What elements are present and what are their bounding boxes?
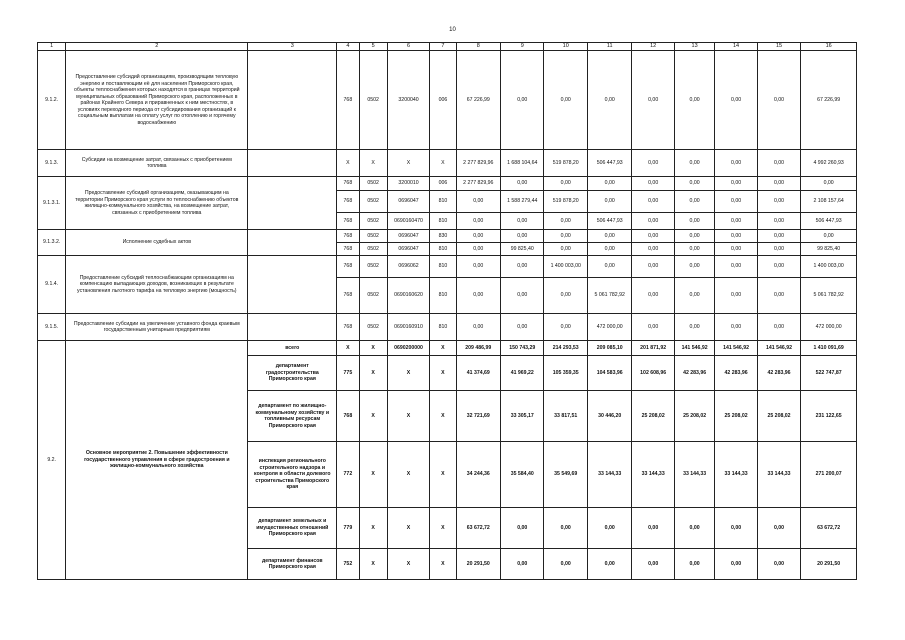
vr-cell: X [430,549,456,580]
amount-cell: 1 400 003,00 [544,256,587,278]
amount-cell: 0,00 [632,256,674,278]
amount-cell: 0,00 [757,213,800,230]
amount-cell: 0,00 [501,51,544,150]
responsible-cell: департамент финансов Приморского края [248,549,337,580]
amount-cell: 0,00 [544,213,587,230]
header-cell: 3 [248,43,337,51]
amount-cell: 0,00 [757,191,800,213]
amount-cell: 99 825,40 [801,243,857,256]
page-number: 10 [449,27,456,33]
amount-cell: 67 226,99 [456,51,500,150]
amount-cell: 25 208,02 [632,391,674,442]
header-cell: 6 [387,43,429,51]
grbs-cell: 768 [337,51,359,150]
header-cell: 5 [359,43,387,51]
amount-cell: 104 583,96 [587,356,631,391]
amount-cell: 0,00 [674,51,714,150]
amount-cell: 0,00 [544,549,587,580]
amount-cell: 506 447,93 [801,213,857,230]
amount-cell: 25 208,02 [715,391,757,442]
amount-cell: 0,00 [587,243,631,256]
amount-cell: 42 283,96 [757,356,800,391]
amount-cell: 33 144,33 [587,442,631,508]
amount-cell: 33 144,33 [674,442,714,508]
amount-cell: 0,00 [456,278,500,314]
vr-cell: 810 [430,278,456,314]
amount-cell: 1 688 104,64 [501,150,544,177]
amount-cell: 0,00 [715,177,757,191]
csr-cell: X [387,442,429,508]
amount-cell: 150 743,29 [501,341,544,356]
vr-cell: 810 [430,213,456,230]
row-number: 9.1.4. [38,256,66,314]
amount-cell: 522 747,87 [801,356,857,391]
responsible-cell: всего [248,341,337,356]
vr-cell: 810 [430,256,456,278]
amount-cell: 32 721,69 [456,391,500,442]
rzpr-cell: X [359,549,387,580]
grbs-cell: 768 [337,213,359,230]
amount-cell: 0,00 [715,549,757,580]
amount-cell: 0,00 [501,213,544,230]
amount-cell: 0,00 [674,243,714,256]
csr-cell: X [387,549,429,580]
grbs-cell: 768 [337,191,359,213]
header-cell: 15 [757,43,800,51]
amount-cell: 33 305,17 [501,391,544,442]
amount-cell: 0,00 [715,278,757,314]
amount-cell: 0,00 [501,230,544,243]
responsible-cell [248,177,337,230]
amount-cell: 63 672,72 [456,508,500,549]
row-description: Предоставление субсидий организациям, производящим тепловую энергию и поставляющим её для населения Приморского края, объекты теплоснабжения которых находятся в границах территорий муниципальных образований Приморского края, расположенных в районах Крайнего Севера и приравненных к ним местностях, в условиях переходного периода от субсидирования организаций к социальным выплатам на оплату услуг по отоплению и горячему водоснабжению [66,51,248,150]
header-cell: 12 [632,43,674,51]
grbs-cell: 752 [337,549,359,580]
amount-cell: 34 244,36 [456,442,500,508]
grbs-cell: 768 [337,278,359,314]
amount-cell: 0,00 [757,51,800,150]
amount-cell: 141 546,92 [757,341,800,356]
row-number: 9.1.3.2. [38,230,66,256]
amount-cell: 0,00 [757,230,800,243]
header-cell: 11 [587,43,631,51]
grbs-cell: 775 [337,356,359,391]
table-row [38,150,857,177]
header-row [38,43,857,51]
table-row [38,177,857,191]
amount-cell: 63 672,72 [801,508,857,549]
rzpr-cell: 0502 [359,243,387,256]
amount-cell: 0,00 [674,177,714,191]
responsible-cell [248,51,337,150]
amount-cell: 209 486,99 [456,341,500,356]
amount-cell: 0,00 [801,230,857,243]
rzpr-cell: X [359,391,387,442]
csr-cell: 0690160910 [387,314,429,341]
responsible-cell [248,256,337,314]
header-cell: 8 [456,43,500,51]
amount-cell: 0,00 [544,314,587,341]
row-description: Предоставление субсидий организациям, оказывающим на территории Приморского края услуги по теплоснабжению объектов жилищно-коммунального хозяйства, на возмещение затрат, связанных с приобретением топлива [66,177,248,230]
amount-cell: 231 122,65 [801,391,857,442]
header-cell: 9 [501,43,544,51]
vr-cell: X [430,442,456,508]
csr-cell: X [387,150,429,177]
amount-cell: 4 992 260,93 [801,150,857,177]
amount-cell: 0,00 [632,508,674,549]
table-row [38,256,857,278]
vr-cell: 006 [430,51,456,150]
vr-cell: 810 [430,191,456,213]
vr-cell: X [430,341,456,356]
amount-cell: 0,00 [715,508,757,549]
amount-cell: 33 144,33 [757,442,800,508]
amount-cell: 0,00 [632,314,674,341]
amount-cell: 0,00 [501,278,544,314]
amount-cell: 25 208,02 [674,391,714,442]
amount-cell: 0,00 [501,256,544,278]
amount-cell: 0,00 [674,314,714,341]
amount-cell: 0,00 [674,230,714,243]
amount-cell: 0,00 [715,256,757,278]
amount-cell: 0,00 [456,230,500,243]
table-row [38,341,857,356]
amount-cell: 0,00 [456,256,500,278]
amount-cell: 506 447,93 [587,150,631,177]
amount-cell: 0,00 [501,177,544,191]
amount-cell: 0,00 [757,177,800,191]
responsible-cell: инспекция регионального строительного надзора и контроля в области долевого строительства Приморского края [248,442,337,508]
amount-cell: 35 549,69 [544,442,587,508]
amount-cell: 0,00 [501,549,544,580]
amount-cell: 0,00 [632,278,674,314]
csr-cell: X [387,356,429,391]
vr-cell: 810 [430,243,456,256]
amount-cell: 42 283,96 [674,356,714,391]
rzpr-cell: 0502 [359,177,387,191]
rzpr-cell: X [359,442,387,508]
amount-cell: 0,00 [632,230,674,243]
amount-cell: 0,00 [544,243,587,256]
rzpr-cell: X [359,150,387,177]
amount-cell: 0,00 [757,508,800,549]
amount-cell: 33 144,33 [632,442,674,508]
csr-cell: 0696047 [387,191,429,213]
amount-cell: 105 359,35 [544,356,587,391]
grbs-cell: 768 [337,177,359,191]
rzpr-cell: X [359,356,387,391]
vr-cell: X [430,150,456,177]
amount-cell: 0,00 [501,508,544,549]
amount-cell: 0,00 [632,177,674,191]
csr-cell: 0690200000 [387,341,429,356]
amount-cell: 2 277 829,96 [456,177,500,191]
rzpr-cell: 0502 [359,51,387,150]
rzpr-cell: 0502 [359,314,387,341]
grbs-cell: X [337,150,359,177]
rzpr-cell: X [359,508,387,549]
amount-cell: 0,00 [674,150,714,177]
amount-cell: 519 878,20 [544,191,587,213]
csr-cell: X [387,391,429,442]
rzpr-cell: 0502 [359,230,387,243]
csr-cell: 3200010 [387,177,429,191]
header-cell: 13 [674,43,714,51]
grbs-cell: 779 [337,508,359,549]
amount-cell: 472 000,00 [587,314,631,341]
amount-cell: 35 584,40 [501,442,544,508]
csr-cell: 3200040 [387,51,429,150]
responsible-cell: департамент по жилищно-коммунальному хозяйству и топливным ресурсам Приморского края [248,391,337,442]
table-row [38,314,857,341]
table-row [38,51,857,150]
amount-cell: 0,00 [632,243,674,256]
amount-cell: 0,00 [587,508,631,549]
vr-cell: 006 [430,177,456,191]
amount-cell: 201 871,92 [632,341,674,356]
amount-cell: 0,00 [674,508,714,549]
amount-cell: 0,00 [544,230,587,243]
amount-cell: 0,00 [674,278,714,314]
amount-cell: 33 817,51 [544,391,587,442]
amount-cell: 1 588 279,44 [501,191,544,213]
amount-cell: 2 277 829,96 [456,150,500,177]
amount-cell: 0,00 [587,177,631,191]
amount-cell: 0,00 [715,243,757,256]
amount-cell: 0,00 [674,256,714,278]
amount-cell: 0,00 [674,549,714,580]
amount-cell: 0,00 [715,213,757,230]
amount-cell: 0,00 [757,314,800,341]
header-cell: 16 [801,43,857,51]
responsible-cell: департамент градостроительства Приморского края [248,356,337,391]
amount-cell: 0,00 [632,191,674,213]
header-cell: 7 [430,43,456,51]
amount-cell: 30 446,20 [587,391,631,442]
amount-cell: 2 108 157,64 [801,191,857,213]
responsible-cell [248,314,337,341]
amount-cell: 472 000,00 [801,314,857,341]
amount-cell: 0,00 [715,150,757,177]
amount-cell: 20 291,50 [801,549,857,580]
amount-cell: 20 291,50 [456,549,500,580]
amount-cell: 506 447,93 [587,213,631,230]
amount-cell: 0,00 [544,177,587,191]
amount-cell: 5 061 782,92 [587,278,631,314]
amount-cell: 0,00 [587,549,631,580]
amount-cell: 0,00 [587,256,631,278]
amount-cell: 0,00 [587,191,631,213]
row-number: 9.1.3. [38,150,66,177]
amount-cell: 0,00 [674,191,714,213]
row-description: Исполнение судебных актов [66,230,248,256]
csr-cell: X [387,508,429,549]
grbs-cell: X [337,341,359,356]
amount-cell: 0,00 [544,278,587,314]
rzpr-cell: X [359,341,387,356]
vr-cell: 830 [430,230,456,243]
amount-cell: 209 085,10 [587,341,631,356]
rzpr-cell: 0502 [359,278,387,314]
amount-cell: 0,00 [456,314,500,341]
amount-cell: 41 374,69 [456,356,500,391]
header-cell: 1 [38,43,66,51]
rzpr-cell: 0502 [359,256,387,278]
row-number: 9.1.5. [38,314,66,341]
amount-cell: 42 283,96 [715,356,757,391]
amount-cell: 0,00 [715,314,757,341]
amount-cell: 25 208,02 [757,391,800,442]
amount-cell: 0,00 [456,243,500,256]
header-cell: 10 [544,43,587,51]
amount-cell: 1 410 091,69 [801,341,857,356]
amount-cell: 0,00 [757,150,800,177]
row-description: Субсидии на возмещение затрат, связанных с приобретением топлива [66,150,248,177]
amount-cell: 141 546,92 [674,341,714,356]
amount-cell: 0,00 [801,177,857,191]
amount-cell: 0,00 [501,314,544,341]
row-number: 9.2. [38,341,66,580]
vr-cell: X [430,356,456,391]
amount-cell: 0,00 [757,278,800,314]
amount-cell: 214 293,53 [544,341,587,356]
row-number: 9.1.3.1. [38,177,66,230]
rzpr-cell: 0502 [359,213,387,230]
amount-cell: 102 608,96 [632,356,674,391]
amount-cell: 0,00 [715,191,757,213]
amount-cell: 0,00 [587,230,631,243]
vr-cell: X [430,508,456,549]
amount-cell: 0,00 [544,508,587,549]
rzpr-cell: 0502 [359,191,387,213]
grbs-cell: 768 [337,256,359,278]
header-cell: 14 [715,43,757,51]
amount-cell: 99 825,40 [501,243,544,256]
row-description: Основное мероприятие 2. Повышение эффективности государственного управления в сфере градостроения и жилищно-коммунального хозяйства [66,341,248,580]
csr-cell: 0690160470 [387,213,429,230]
header-cell: 4 [337,43,359,51]
grbs-cell: 768 [337,230,359,243]
vr-cell: 810 [430,314,456,341]
grbs-cell: 772 [337,442,359,508]
amount-cell: 0,00 [715,51,757,150]
amount-cell: 519 878,20 [544,150,587,177]
amount-cell: 141 546,92 [715,341,757,356]
amount-cell: 67 226,99 [801,51,857,150]
grbs-cell: 768 [337,243,359,256]
responsible-cell [248,230,337,256]
amount-cell: 0,00 [544,51,587,150]
responsible-cell: департамент земельных и имущественных отношений Приморского края [248,508,337,549]
csr-cell: 0696047 [387,230,429,243]
amount-cell: 0,00 [456,191,500,213]
csr-cell: 0696062 [387,256,429,278]
table-row [38,230,857,243]
vr-cell: X [430,391,456,442]
row-number: 9.1.2. [38,51,66,150]
amount-cell: 5 061 782,92 [801,278,857,314]
responsible-cell [248,150,337,177]
amount-cell: 0,00 [715,230,757,243]
amount-cell: 0,00 [456,213,500,230]
amount-cell: 1 400 003,00 [801,256,857,278]
header-cell: 2 [66,43,248,51]
amount-cell: 0,00 [632,549,674,580]
amount-cell: 41 969,22 [501,356,544,391]
csr-cell: 0690160620 [387,278,429,314]
amount-cell: 0,00 [632,150,674,177]
amount-cell: 0,00 [632,213,674,230]
amount-cell: 0,00 [587,51,631,150]
row-description: Предоставление субсидии на увеличение уставного фонда краевым государственным унитарным предприятиям [66,314,248,341]
row-description: Предоставление субсидий теплоснабжающим организациям на компенсацию выпадающих доходов, возникающих в результате установления льготного тарифа на тепловую энергию (мощность) [66,256,248,314]
amount-cell: 0,00 [757,549,800,580]
grbs-cell: 768 [337,391,359,442]
amount-cell: 0,00 [632,51,674,150]
amount-cell: 0,00 [674,213,714,230]
csr-cell: 0696047 [387,243,429,256]
amount-cell: 0,00 [757,256,800,278]
grbs-cell: 768 [337,314,359,341]
budget-table [37,42,857,580]
amount-cell: 33 144,33 [715,442,757,508]
amount-cell: 0,00 [757,243,800,256]
amount-cell: 271 200,07 [801,442,857,508]
